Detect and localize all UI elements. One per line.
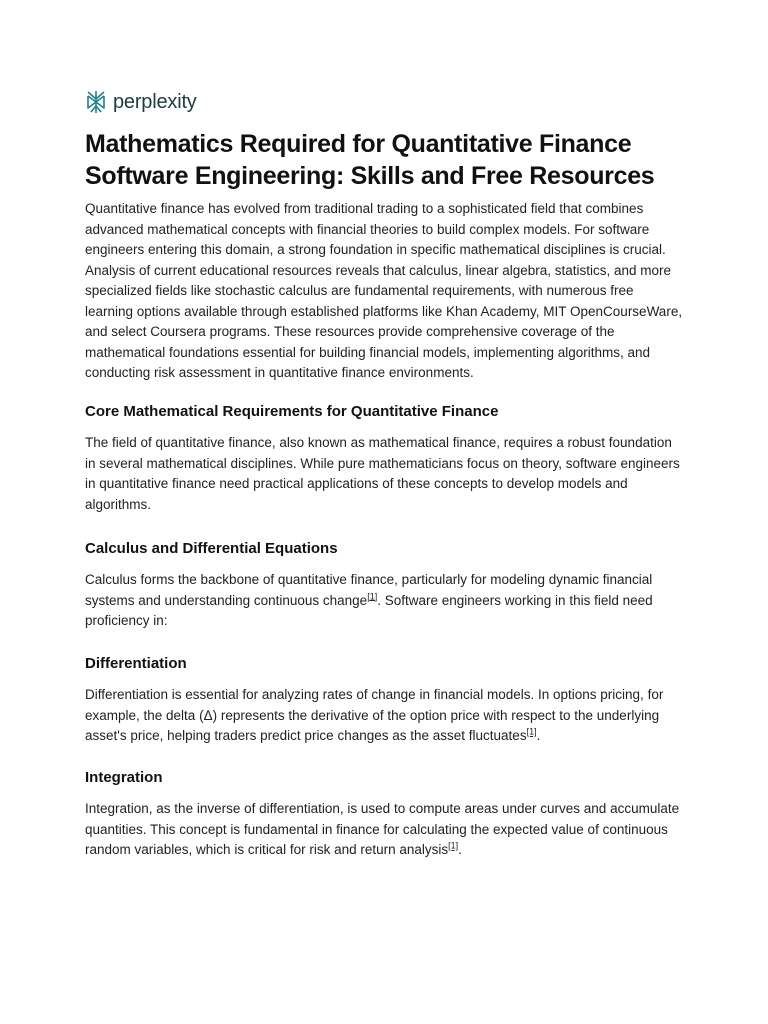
section-heading-core: Core Mathematical Requirements for Quantitative Finance (85, 403, 499, 420)
core-paragraph: The field of quantitative finance, also known as mathematical finance, requires a robust foundation in several mathematical disciplines. While pure mathematicians focus on theory, software engineers in quantitative finance need practical applications of these concepts to develop models and algorithms. (85, 435, 680, 512)
section-heading-differentiation: Differentiation (85, 655, 187, 672)
brand-logo[interactable] (85, 90, 197, 114)
page-title-line-1: Mathematics Required for Quantitative Finance (85, 130, 632, 158)
section-heading-calculus: Calculus and Differential Equations (85, 540, 338, 557)
brand-name: perplexity (113, 91, 197, 113)
differentiation-text-a: Differentiation is essential for analyzing rates of change in financial models. In options pricing, for example, the delta (Δ) represents the derivative of the option price with respect to the underlying asset's price, helping traders predict price changes as the asset fluctuates (85, 687, 664, 743)
intro-paragraph: Quantitative finance has evolved from traditional trading to a sophisticated field that combines advanced mathematical concepts with financial theories to build complex models. For software engineers entering this domain, a strong foundation in specific mathematical disciplines is crucial. Analysis of current educational resources reveals that calculus, linear algebra, statistics, and more specialized fields like stochastic calculus are fundamental requirements, with numerous free learning options available through established platforms like Khan Academy, MIT OpenCourseWare, and select Coursera programs. These resources provide comprehensive coverage of the mathematical foundations essential for building financial models, implementing algorithms, and conducting risk assessment in quantitative finance environments. (85, 201, 683, 380)
differentiation-text-b: . (536, 728, 541, 743)
page-title-line-2: Software Engineering: Skills and Free Resources (85, 162, 655, 190)
calculus-paragraph (85, 570, 685, 632)
citation-link[interactable]: [1] (448, 840, 459, 851)
citation-link[interactable]: [1] (526, 726, 537, 737)
integration-text-b: . (458, 842, 462, 857)
integration-paragraph (85, 799, 685, 861)
calculus-text-a: Calculus forms the backbone of quantitative finance, particularly for modeling dynamic financial systems and understanding continuous change (85, 572, 653, 608)
differentiation-paragraph (85, 685, 685, 747)
section-heading-integration: Integration (85, 769, 163, 786)
calculus-text-b: . Software engineers working in this field need proficiency in: (85, 592, 653, 628)
citation-link[interactable]: [1] (367, 591, 378, 601)
page-title (85, 128, 685, 192)
integration-text-a: Integration, as the inverse of differentiation, is used to compute areas under curves and accumulate quantities. This concept is fundamental in finance for calculating the expected value of continuous random variables, which is critical for risk and return analysis (85, 801, 680, 857)
perplexity-logo-icon (85, 90, 107, 114)
